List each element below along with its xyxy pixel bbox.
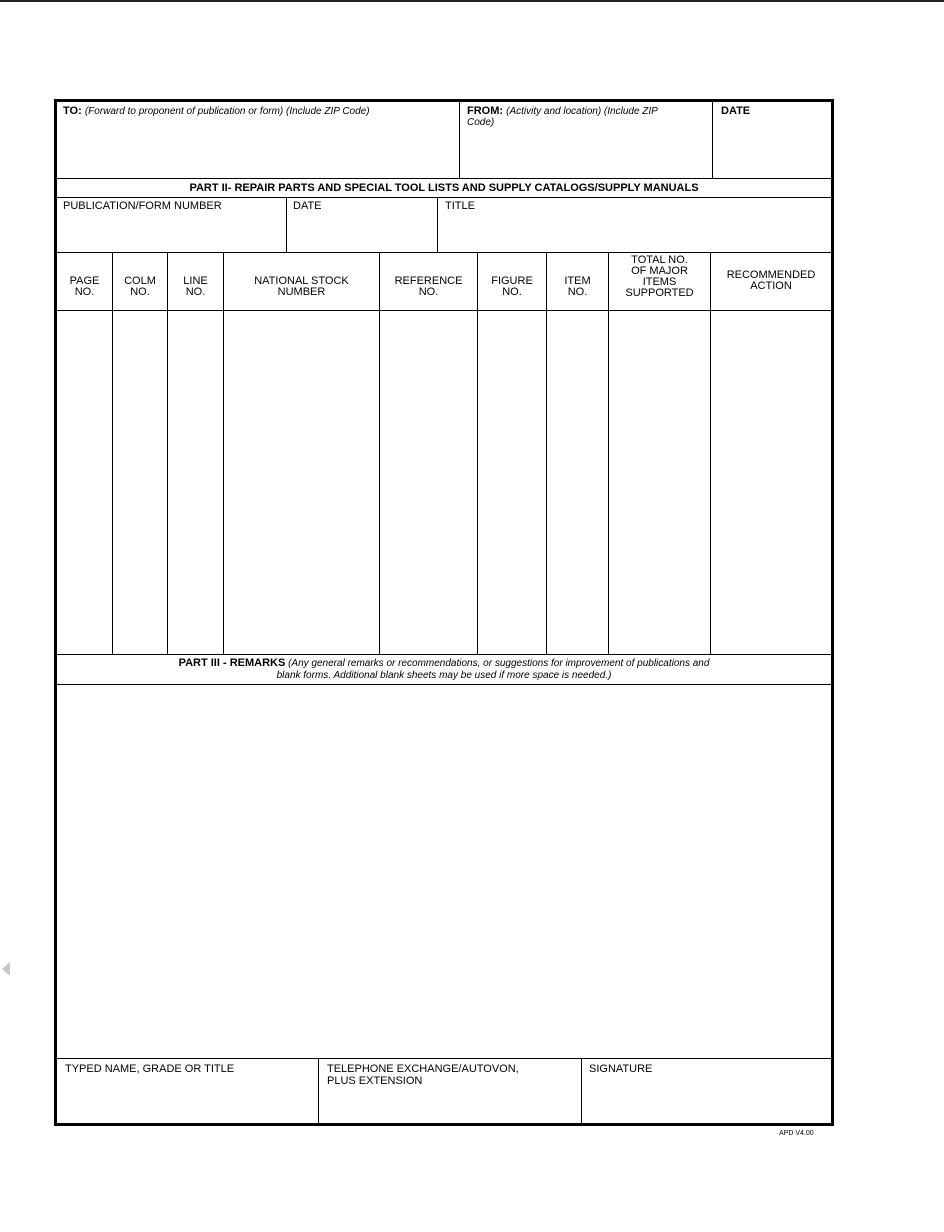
from-hint-line2: Code) [467,117,495,128]
column-divider [223,252,224,654]
header-date-field[interactable] [713,120,830,177]
part2-title: PART II- REPAIR PARTS AND SPECIAL TOOL LISTS AND SUPPLY CATALOGS/SUPPLY MANUALS [189,182,699,194]
col-action-line1: RECOMMENDED [726,269,816,281]
recommended-action-entry[interactable] [712,312,830,652]
page-back-arrow-icon[interactable] [2,962,10,976]
col-colm-line2: NO. [130,286,150,298]
col-line-header [168,276,223,298]
part3-header [57,658,831,669]
divider [57,1058,831,1059]
col-figure-line1: FIGURE [491,275,533,287]
col-total-line2: OF MAJOR [631,265,688,277]
signature-label: SIGNATURE [589,1063,653,1075]
item-no-entry[interactable] [548,312,607,652]
reference-no-entry[interactable] [381,312,476,652]
col-total-line3: ITEMS [642,276,677,288]
pub-title-label: TITLE [445,200,475,212]
divider [57,684,831,685]
signature-field[interactable] [582,1078,830,1122]
phone-label-line1: TELEPHONE EXCHANGE/AUTOVON, [327,1063,519,1075]
column-divider [710,252,711,654]
col-item-line2: NO. [567,286,588,298]
col-action-header [711,270,831,292]
part3-hint-line1: (Any general remarks or recommendations, or suggestions for improvement of publications and [288,658,710,669]
header-date-label: DATE [721,105,751,117]
nsn-entry[interactable] [225,312,378,652]
divider [57,310,831,311]
column-divider [546,252,547,654]
from-hint-line1: (Activity and location) (Include ZIP [506,106,658,117]
col-page-line1: PAGE [69,275,100,287]
pub-title-field[interactable] [438,214,830,251]
part3-hint-line2: blank forms. Additional blank sheets may be used if more space is needed.) [276,670,612,681]
remarks-field[interactable] [58,686,830,1056]
column-divider [608,252,609,654]
to-label: TO: [63,105,82,117]
col-item-line1: ITEM [564,275,591,287]
col-line-line1: LINE [183,275,208,287]
figure-no-entry[interactable] [479,312,545,652]
page-no-entry[interactable] [58,312,111,652]
col-ref-header [380,276,477,298]
col-item-header [547,276,608,298]
to-hint: (Forward to proponent of publication or form) (Include ZIP Code) [84,106,370,117]
divider [57,654,831,655]
pubnum-label: PUBLICATION/FORM NUMBER [63,200,222,212]
total-items-entry[interactable] [610,312,709,652]
col-figure-header [478,276,546,298]
pub-date-label: DATE [293,200,322,212]
typed-name-field[interactable] [58,1078,317,1122]
phone-field[interactable] [319,1090,580,1122]
col-ref-line2: NO. [418,286,439,298]
col-total-header [609,255,710,299]
divider [57,197,831,198]
colm-no-entry[interactable] [114,312,166,652]
col-nsn-line2: NUMBER [277,286,326,298]
top-border-line [0,0,944,2]
col-line-line2: NO. [185,286,206,298]
col-nsn-header [224,276,379,298]
column-divider [167,252,168,654]
from-address-field[interactable] [460,132,711,177]
col-colm-line1: COLM [124,275,156,287]
col-page-line2: NO. [74,286,95,298]
col-action-line2: ACTION [750,280,792,292]
column-divider [112,252,113,654]
phone-label-line2: PLUS EXTENSION [327,1075,423,1087]
divider [57,178,831,179]
col-nsn-line1: NATIONAL STOCK [254,275,349,287]
from-label-group [467,105,658,118]
line-no-entry[interactable] [169,312,222,652]
column-divider [379,252,380,654]
pub-date-field[interactable] [287,214,436,251]
divider [57,252,831,253]
form-sheet [54,99,834,1126]
typed-name-label: TYPED NAME, GRADE OR TITLE [65,1063,235,1075]
col-total-line1: TOTAL NO. [631,254,688,266]
col-page-header [57,276,112,298]
to-address-field[interactable] [58,120,458,177]
col-colm-header [113,276,167,298]
col-ref-line1: REFERENCE [394,275,463,287]
from-label: FROM: [467,105,504,117]
to-label-group [63,105,370,118]
col-figure-line2: NO. [502,286,522,298]
part3-title: PART III - REMARKS [178,657,286,669]
col-total-line4: SUPPORTED [625,287,694,299]
form-version: APD V4.00 [779,1130,814,1137]
column-divider [477,252,478,654]
pubnum-field[interactable] [58,214,285,251]
